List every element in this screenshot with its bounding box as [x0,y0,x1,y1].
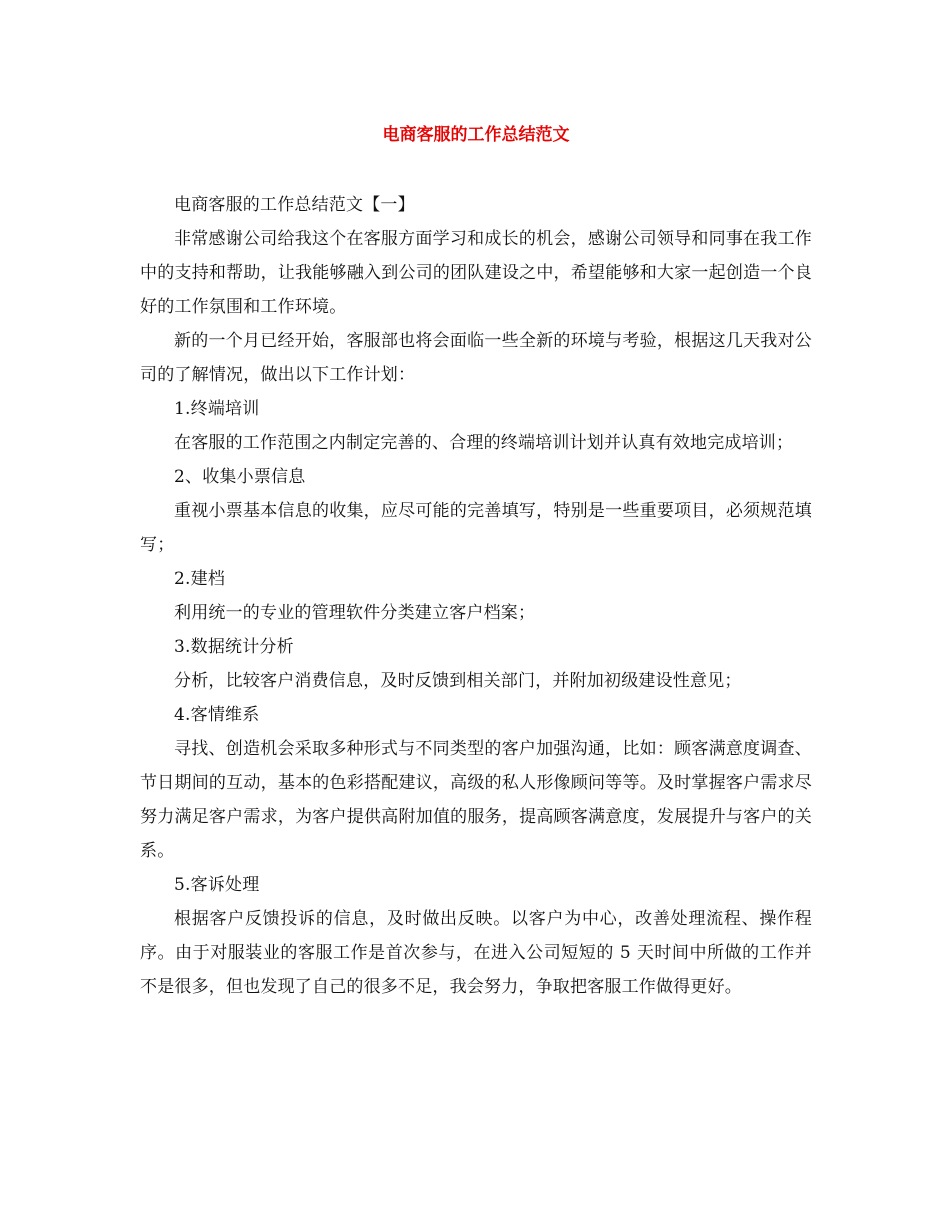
document-title: 电商客服的工作总结范文 [382,125,570,145]
document-body [140,188,812,1004]
item-text-2: 重视小票基本信息的收集，应尽可能的完善填写，特别是一些重要项目，必须规范填写； [140,501,812,555]
paragraph-intro: 非常感谢公司给我这个在客服方面学习和成长的机会，感谢公司领导和同事在我工作中的支持和帮助，让我能够融入到公司的团队建设之中，希望能够和大家一起创造一个良好的工作氛围和工作环境。 [140,229,812,317]
item-text-3: 利用统一的专业的管理软件分类建立客户档案； [174,603,536,623]
item-text-5: 寻找、创造机会采取多种形式与不同类型的客户加强沟通，比如：顾客满意度调查、节日期间的互动，基本的色彩搭配建议，高级的私人形像顾问等等。及时掌握客户需求尽努力满足客户需求，为客户提供高附加值的服务，提高顾客满意度，发展提升与客户的关系。 [140,739,812,861]
item-heading-5: 4.客情维系 [174,705,260,725]
item-text-4: 分析，比较客户消费信息，及时反馈到相关部门，并附加初级建设性意见； [174,671,742,691]
item-heading-4: 3.数据统计分析 [174,637,294,657]
item-text-6: 根据客户反馈投诉的信息，及时做出反映。以客户为中心，改善处理流程、操作程序。由于对服装业的客服工作是首次参与，在进入公司短短的 5 天时间中所做的工作并不是很多，但也发现了自己的很多不足，我会努力，争取把客服工作做得更好。 [140,909,812,997]
item-heading-2: 2、收集小票信息 [174,467,306,487]
paragraph-plan: 新的一个月已经开始，客服部也将会面临一些全新的环境与考验，根据这几天我对公司的了解情况，做出以下工作计划： [140,331,812,385]
item-heading-6: 5.客诉处理 [174,875,260,895]
item-heading-3: 2.建档 [174,569,226,589]
item-heading-1: 1.终端培训 [174,399,260,419]
item-text-1: 在客服的工作范围之内制定完善的、合理的终端培训计划并认真有效地完成培训； [174,433,794,453]
section-heading: 电商客服的工作总结范文【一】 [174,195,415,215]
